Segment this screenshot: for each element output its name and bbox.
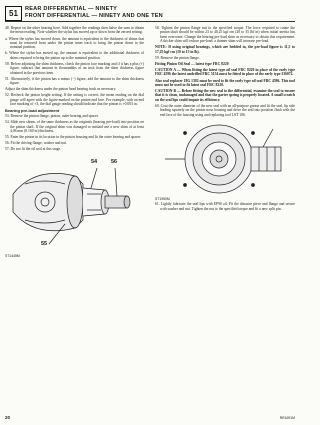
fitting-heading: Fitting Pinion Oil Seal — latest type FRC 8220 [155,61,229,66]
figure-callout-56: 56 [111,158,118,165]
paragraph-55: 55. Enter the pinion in its location in the pinion housing and fit the outer bearing and spacer. [5,135,142,140]
left-column [5,26,144,258]
paragraph-b: b. Where the stylus has moved up, the amount is equivalent to the additional thickness of shims required to bring the pinion up to the nominal position. [5,51,144,60]
paragraph-56: 56. Fit the driving flange, washer and nut. [5,141,67,146]
caution-a: CAUTION A — When fitting the latest type oil seal FRC 8220 in place of the early type FRC 4596 the latest undrilled FRC 5154 must be fitted in place of the early type 236072. [155,68,295,77]
paragraph-51: 51. Alternatively, if the pinion has a minus (−) figure, add the amount to the shim thickness figure. [5,76,144,86]
oil-seal-drawing [155,119,295,197]
pinion-assembly-figure [5,154,144,254]
page-header [5,5,295,22]
header-title-line2: FRONT DIFFERENTIAL — NINETY AND ONE TEN [25,13,163,19]
figure-callout-55: 55 [41,240,48,247]
section-number-box: 51 [5,6,22,21]
paragraph-58: 58. Tighten the pinion flange nut to the specified torque. The force required to rotate the pinion shaft should be within 23 to 40,25 kgf cm (20 to 35 lbf in) when initial inertia has been overcome. Change the bearing pre-load shim as necessary to obtain this requirement. A thicker shim will reduce pre-load; a thinner shim will increase pre-load. [155,26,295,44]
note-bedded-bearings: NOTE: If using original bearings, which are bedded in, the pre-load figure is 11,5 to 17,25 kgf cm (10 to 15 in lb). [155,45,295,54]
figure-code-left: ST1445M [5,253,20,258]
also-note: Also seal replacer 18G 1382 must be used to fit the early type oil seal FRC 4596. This tool must not be used to fit latest seal FRC 8220. [155,78,295,87]
paragraph-60: 60. Coat the outer diameter of the new seal with an all-purpose grease and fit the seal, lip side leading squarely on the pinion nose housing and drive the seal into position flush with the end face of the housing using and replacing tool LST 106. [155,103,295,117]
paragraph-59: 59. Remove the pinion flange. [155,55,200,60]
pinion-assembly-drawing [5,154,144,250]
paragraph-48: 48. Repeat on the other bearing bore. Add together the readings then halve the sum to obtain the mean reading. Note whether the stylus has moved up or down from the zeroed setting. [5,26,144,35]
right-column [155,26,295,213]
oil-seal-figure [155,119,295,197]
paragraph-57: 57. Do not fit the oil seal at this stage. [5,147,62,152]
paragraph-50: 50. Before adjusting the shim thickness, check the pinion face marking and if it has a plus (+) figure, subtract that amount in thousandths of an inch from the shim thickness figure obtained in the previous item. [5,61,144,75]
paragraph-52: 52. Recheck the pinion height setting. If the setting is correct, the mean reading on the dial gauge will agree with the figure marked on the pinion end face. For example, with an end face marking of +3, the dial gauge reading should indicate that the pinion is +0.003 in. [5,93,144,107]
section-heading: Bearing pre-load adjustment [5,107,60,113]
caution-b: CAUTION B — Before fitting the new seal to the differential, examine the seal to ensure that it is clean, undamaged and that the garter spring is properly located. A small scratch on the seal lips could impair its efficiency. [155,89,295,102]
paragraph-53: 53. Remove the pinion flange, pinion, outer bearing and spacer. [5,114,99,119]
paragraph-54: 54. Slide new shims, of the same thickness as the originals (bearing pre-load) into position on the pinion shaft. If the original shim was damaged or mislaid use a new shim of at least 4,06 mm (0.160 in) thickness. [5,120,144,134]
paragraph-a: a. Where the stylus has moved down, the amount is equivalent to the thickness of shims that must be removed from under the pinion inner track to bring the pinion down to the nominal position. [5,36,144,50]
paragraph-51b: Adjust the shim thickness under the pinion head bearing track as necessary. [5,87,117,92]
document-code: RR1691M [279,416,295,420]
figure-callout-54: 54 [91,158,98,165]
paragraph-61: 61. Lightly lubricate the seal lips with EP90 oil. Fit the distance piece and flange and secure with washer and nut. Tighten the nut to the specified torque and fit a new split pin. [155,202,295,211]
page-number: 20 [5,415,11,420]
header-title-line1: REAR DIFFERENTIAL — NINETY [25,6,118,12]
figure-code-right: ST1950M [155,196,170,201]
